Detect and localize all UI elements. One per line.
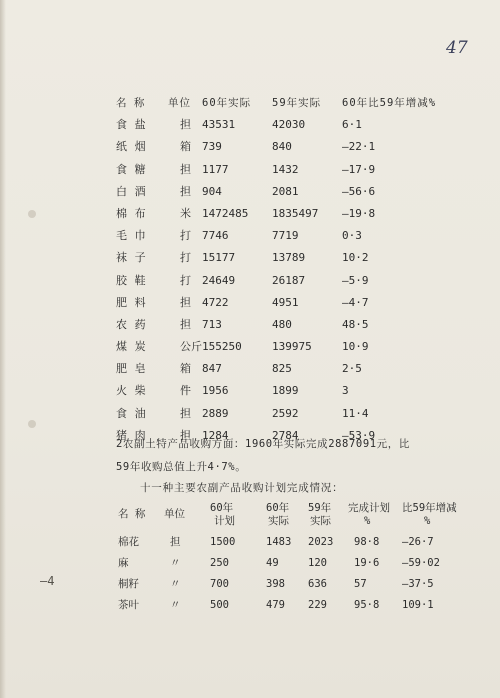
item-name: 农 药 xyxy=(116,317,147,331)
value-1960: 4722 xyxy=(202,295,229,309)
note-line-2: 59年收购总值上升4·7%。 xyxy=(116,461,247,473)
item-unit: 打 xyxy=(180,251,191,265)
header-compare: 60年比59年增减% xyxy=(342,97,437,109)
value-1960: 1956 xyxy=(202,384,229,398)
item-name: 袜 子 xyxy=(116,251,147,265)
value-1959: 2592 xyxy=(272,406,299,420)
item-name: 胶 鞋 xyxy=(116,273,147,287)
change-percent: 6·1 xyxy=(342,118,362,132)
change-percent: 3 xyxy=(342,384,349,398)
item-unit: 担 xyxy=(170,536,181,548)
plan-1960: 250 xyxy=(210,557,229,569)
item-unit: 担 xyxy=(180,317,191,331)
value-1960: 1177 xyxy=(202,162,229,176)
value-1960: 1472485 xyxy=(202,206,249,220)
t2-header-plan-b: 计划 xyxy=(214,515,235,527)
change-percent: —19·8 xyxy=(342,206,376,220)
actual-1960: 49 xyxy=(266,557,279,569)
value-1960: 847 xyxy=(202,362,222,376)
plan-completion: 57 xyxy=(354,578,367,590)
t2-header-plan-a: 60年 xyxy=(210,502,234,514)
actual-1959: 229 xyxy=(308,599,327,611)
table2-title: 十一种主要农副产品收购计划完成情况： xyxy=(140,482,344,494)
value-1959: 825 xyxy=(272,362,292,376)
value-1959: 26187 xyxy=(272,273,306,287)
scan-edge-shadow xyxy=(0,0,6,698)
item-name: 麻 xyxy=(118,557,129,569)
item-unit: 公斤 xyxy=(180,340,202,354)
t2-header-pct-b: % xyxy=(364,515,371,527)
change-percent: —56·6 xyxy=(342,184,376,198)
item-unit: 箱 xyxy=(180,140,191,154)
item-name: 煤 炭 xyxy=(116,340,147,354)
item-name: 食 盐 xyxy=(116,118,147,132)
value-1960: 713 xyxy=(202,317,222,331)
value-1959: 13789 xyxy=(272,251,306,265)
t2-header-pct-a: 完成计划 xyxy=(348,502,390,514)
item-unit: 〃 xyxy=(170,599,181,611)
t2-header-actual60-a: 60年 xyxy=(266,502,290,514)
t2-header-unit: 单位 xyxy=(164,508,185,520)
item-name: 棉 布 xyxy=(116,206,147,220)
item-name: 火 柴 xyxy=(116,384,147,398)
value-1959: 7719 xyxy=(272,229,299,243)
header-unit: 单位 xyxy=(168,97,191,109)
item-name: 食 油 xyxy=(116,406,147,420)
item-name: 纸 烟 xyxy=(116,140,147,154)
value-1959: 139975 xyxy=(272,340,312,354)
item-name: 食 糖 xyxy=(116,162,147,176)
t2-header-name: 名 称 xyxy=(118,508,146,520)
item-unit: 箱 xyxy=(180,362,191,376)
item-unit: 担 xyxy=(180,162,191,176)
actual-1960: 398 xyxy=(266,578,285,590)
punch-hole xyxy=(28,210,36,218)
value-1959: 1835497 xyxy=(272,206,319,220)
plan-completion: 19·6 xyxy=(354,557,380,569)
header-60-actual: 60年实际 xyxy=(202,97,252,109)
change-percent: —4·7 xyxy=(342,295,369,309)
item-unit: 担 xyxy=(180,428,191,442)
plan-completion: 98·8 xyxy=(354,536,380,548)
change-percent: 11·4 xyxy=(342,406,369,420)
value-1960: 155250 xyxy=(202,340,242,354)
change-percent: 109·1 xyxy=(402,599,434,611)
actual-1959: 2023 xyxy=(308,536,334,548)
note-line-1: 2农副土特产品收购方面：1960年实际完成2887091元，比 xyxy=(116,438,410,450)
item-name: 茶叶 xyxy=(118,599,139,611)
header-name: 名 称 xyxy=(116,97,145,109)
t2-header-cmp-a: 比59年增减 xyxy=(402,502,457,514)
value-1960: 2889 xyxy=(202,406,229,420)
header-59-actual: 59年实际 xyxy=(272,97,322,109)
item-name: 肥 料 xyxy=(116,295,147,309)
margin-mark: —4 xyxy=(40,574,55,588)
value-1960: 7746 xyxy=(202,229,229,243)
item-unit: 担 xyxy=(180,118,191,132)
item-name: 棉花 xyxy=(118,536,139,548)
item-name: 白 酒 xyxy=(116,184,147,198)
change-percent: —37·5 xyxy=(402,578,434,590)
value-1959: 42030 xyxy=(272,118,306,132)
value-1960: 1284 xyxy=(202,428,229,442)
actual-1960: 1483 xyxy=(266,536,292,548)
actual-1959: 120 xyxy=(308,557,327,569)
t2-header-actual59-a: 59年 xyxy=(308,502,332,514)
item-name: 肥 皂 xyxy=(116,362,147,376)
change-percent: —53·9 xyxy=(342,428,376,442)
value-1960: 904 xyxy=(202,184,222,198)
value-1959: 1432 xyxy=(272,162,299,176)
item-unit: 担 xyxy=(180,406,191,420)
plan-1960: 700 xyxy=(210,578,229,590)
change-percent: —26·7 xyxy=(402,536,434,548)
value-1960: 739 xyxy=(202,140,222,154)
plan-1960: 500 xyxy=(210,599,229,611)
t2-header-cmp-b: % xyxy=(424,515,431,527)
change-percent: —22·1 xyxy=(342,140,376,154)
value-1960: 43531 xyxy=(202,118,236,132)
item-unit: 〃 xyxy=(170,557,181,569)
item-unit: 打 xyxy=(180,229,191,243)
actual-1960: 479 xyxy=(266,599,285,611)
change-percent: 0·3 xyxy=(342,229,362,243)
page-number: 47 xyxy=(446,38,468,58)
value-1959: 840 xyxy=(272,140,292,154)
value-1959: 2081 xyxy=(272,184,299,198)
item-name: 猪 肉 xyxy=(116,428,147,442)
change-percent: 2·5 xyxy=(342,362,362,376)
change-percent: —17·9 xyxy=(342,162,376,176)
plan-1960: 1500 xyxy=(210,536,236,548)
value-1959: 480 xyxy=(272,317,292,331)
item-unit: 件 xyxy=(180,384,191,398)
item-unit: 担 xyxy=(180,295,191,309)
item-unit: 米 xyxy=(180,206,191,220)
t2-header-actual59-b: 实际 xyxy=(310,515,331,527)
item-unit: 打 xyxy=(180,273,191,287)
change-percent: 48·5 xyxy=(342,317,369,331)
item-name: 毛 巾 xyxy=(116,229,147,243)
value-1959: 2784 xyxy=(272,428,299,442)
value-1960: 15177 xyxy=(202,251,236,265)
plan-completion: 95·8 xyxy=(354,599,380,611)
item-unit: 〃 xyxy=(170,578,181,590)
value-1959: 1899 xyxy=(272,384,299,398)
change-percent: 10·2 xyxy=(342,251,369,265)
change-percent: 10·9 xyxy=(342,340,369,354)
value-1959: 4951 xyxy=(272,295,299,309)
change-percent: —59·02 xyxy=(402,557,440,569)
item-name: 桐籽 xyxy=(118,578,139,590)
item-unit: 担 xyxy=(180,184,191,198)
value-1960: 24649 xyxy=(202,273,236,287)
change-percent: —5·9 xyxy=(342,273,369,287)
t2-header-actual60-b: 实际 xyxy=(268,515,289,527)
actual-1959: 636 xyxy=(308,578,327,590)
punch-hole xyxy=(28,420,36,428)
